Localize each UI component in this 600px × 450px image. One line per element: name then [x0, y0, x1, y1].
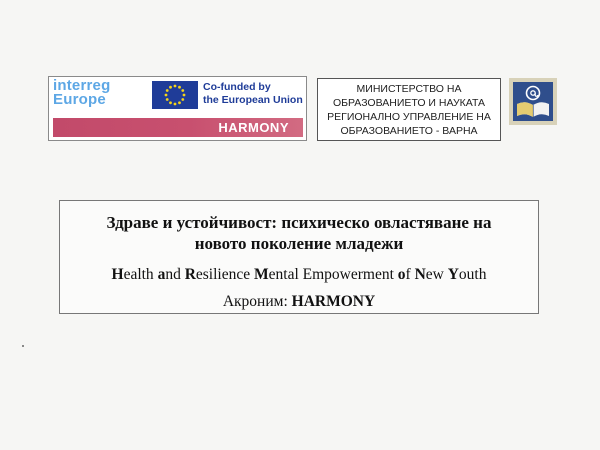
title-en-part: ealth [123, 266, 158, 283]
book-logo-graphic [513, 82, 553, 121]
project-title-box [59, 200, 539, 314]
acronym-label: Акроним: [222, 293, 292, 310]
title-en-part: R [184, 266, 196, 283]
scan-speck [22, 345, 24, 347]
ministry-line-3: РЕГИОНАЛНО УПРАВЛЕНИЕ НА [327, 110, 491, 123]
title-en-part: f [405, 266, 415, 283]
interreg-wordmark-line2: Europe [53, 91, 106, 108]
title-bg-line2: новото поколение младежи [194, 234, 404, 253]
title-en-part: esilience [195, 266, 254, 283]
harmony-band [53, 118, 303, 137]
ministry-box [317, 78, 501, 141]
title-en-part: N [414, 266, 426, 283]
interreg-logo [48, 76, 307, 141]
title-en-part: ental Empowerment [268, 266, 398, 283]
title-en-part: M [254, 266, 269, 283]
ministry-line-1: МИНИСТЕРСТВО НА [356, 82, 462, 95]
cofunded-line2: the European Union [203, 94, 303, 106]
interreg-wordmark [53, 79, 110, 107]
title-en-part: ew [425, 266, 448, 283]
eu-flag-icon [152, 81, 198, 109]
title-en-part: Y [447, 266, 459, 283]
title-bg-line1: Здраве и устойчивост: психическо овластяване на [106, 213, 492, 232]
cofunded-line1: Co-funded by [203, 81, 271, 93]
eu-stars-icon [152, 81, 198, 109]
acronym-value: HARMONY [291, 293, 376, 310]
title-en-part: nd [165, 266, 185, 283]
ministry-line-4: ОБРАЗОВАНИЕТО - ВАРНА [340, 124, 478, 137]
acronym-line [60, 293, 538, 311]
title-en-part: outh [458, 266, 487, 283]
open-book-at-icon [509, 78, 557, 125]
cofunded-text [203, 81, 307, 107]
harmony-band-label: HARMONY [218, 120, 289, 135]
interreg-wordmark-line1: interreg [53, 77, 111, 94]
ministry-line-2: ОБРАЗОВАНИЕТО И НАУКАТА [332, 96, 486, 109]
title-en-part: o [397, 266, 406, 283]
title-en-part: H [111, 266, 124, 283]
title-en-part: a [157, 266, 166, 283]
title-en [60, 266, 538, 284]
